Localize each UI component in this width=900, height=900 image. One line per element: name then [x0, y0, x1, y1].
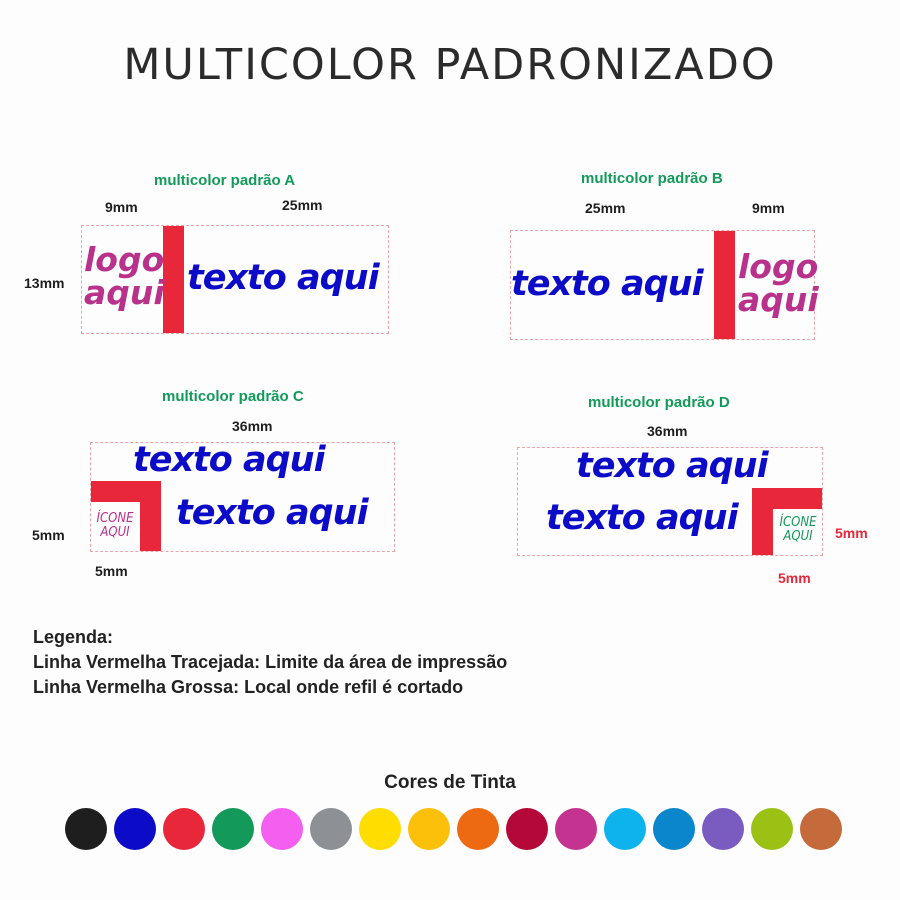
ink-color-swatch — [408, 808, 450, 850]
pattern-c-icon-line2: AQUI — [100, 525, 130, 541]
pattern-d-dim-bottom: 5mm — [778, 570, 811, 586]
pattern-a-cut-line — [163, 226, 184, 333]
ink-color-swatch — [261, 808, 303, 850]
pattern-d-cut-line-vertical — [752, 488, 773, 555]
legend-line-thick: Linha Vermelha Grossa: Local onde refil é cortado — [33, 677, 464, 697]
pattern-d-text-2: texto aqui — [546, 498, 738, 538]
ink-color-swatch — [653, 808, 695, 850]
ink-color-swatch — [212, 808, 254, 850]
ink-color-swatch — [800, 808, 842, 850]
ink-color-swatch — [310, 808, 352, 850]
pattern-a-title: multicolor padrão A — [154, 172, 296, 189]
ink-color-swatches — [65, 808, 845, 850]
ink-color-swatch — [604, 808, 646, 850]
pattern-d-text-1: texto aqui — [576, 446, 768, 486]
pattern-c-title: multicolor padrão C — [162, 388, 304, 405]
pattern-b-dim-right: 9mm — [752, 200, 785, 216]
pattern-a-dim-height: 13mm — [24, 275, 65, 291]
ink-color-swatch — [751, 808, 793, 850]
ink-color-swatch — [555, 808, 597, 850]
pattern-a-logo-line2: aqui — [84, 273, 165, 312]
pattern-c-dim-height: 5mm — [32, 527, 65, 543]
pattern-c-icon-placeholder — [91, 512, 139, 541]
ink-color-swatch — [506, 808, 548, 850]
pattern-a-logo-line1: logo — [84, 240, 165, 279]
pattern-b-cut-line — [714, 231, 735, 339]
ink-color-swatch — [457, 808, 499, 850]
pattern-a-dim-right: 25mm — [282, 197, 323, 213]
legend — [33, 625, 507, 700]
pattern-d-icon-placeholder — [774, 516, 822, 545]
legend-line-dashed: Linha Vermelha Tracejada: Limite da área de impressão — [33, 652, 508, 672]
pattern-d-icon-line1: ÍCONE — [779, 515, 817, 530]
ink-colors-title: Cores de Tinta — [384, 772, 516, 793]
ink-color-swatch — [114, 808, 156, 850]
pattern-b-dim-left: 25mm — [585, 200, 626, 216]
pattern-d-title: multicolor padrão D — [588, 394, 730, 411]
pattern-a-dim-left: 9mm — [105, 199, 138, 215]
pattern-a-text: texto aqui — [187, 258, 379, 298]
pattern-c-dim-width: 36mm — [232, 418, 273, 434]
ink-color-swatch — [65, 808, 107, 850]
pattern-d-dim-height: 5mm — [835, 525, 868, 541]
pattern-c-text-2: texto aqui — [176, 493, 368, 533]
page-title: MULTICOLOR PADRONIZADO — [123, 40, 777, 90]
pattern-b-title: multicolor padrão B — [581, 170, 723, 187]
pattern-b-logo-placeholder — [738, 247, 819, 319]
pattern-a-logo-placeholder — [84, 240, 165, 312]
pattern-b-text: texto aqui — [511, 264, 703, 304]
legend-heading: Legenda: — [33, 627, 114, 647]
pattern-c-cut-line-vertical — [140, 481, 161, 551]
pattern-c-icon-line1: ÍCONE — [96, 511, 134, 526]
ink-color-swatch — [702, 808, 744, 850]
ink-color-swatch — [163, 808, 205, 850]
pattern-d-dim-width: 36mm — [647, 423, 688, 439]
pattern-b-logo-line2: aqui — [738, 280, 819, 319]
pattern-d-icon-line2: AQUI — [783, 529, 813, 545]
pattern-c-dim-bottom: 5mm — [95, 563, 128, 579]
pattern-b-logo-line1: logo — [738, 247, 819, 286]
pattern-c-text-1: texto aqui — [133, 440, 325, 480]
ink-color-swatch — [359, 808, 401, 850]
